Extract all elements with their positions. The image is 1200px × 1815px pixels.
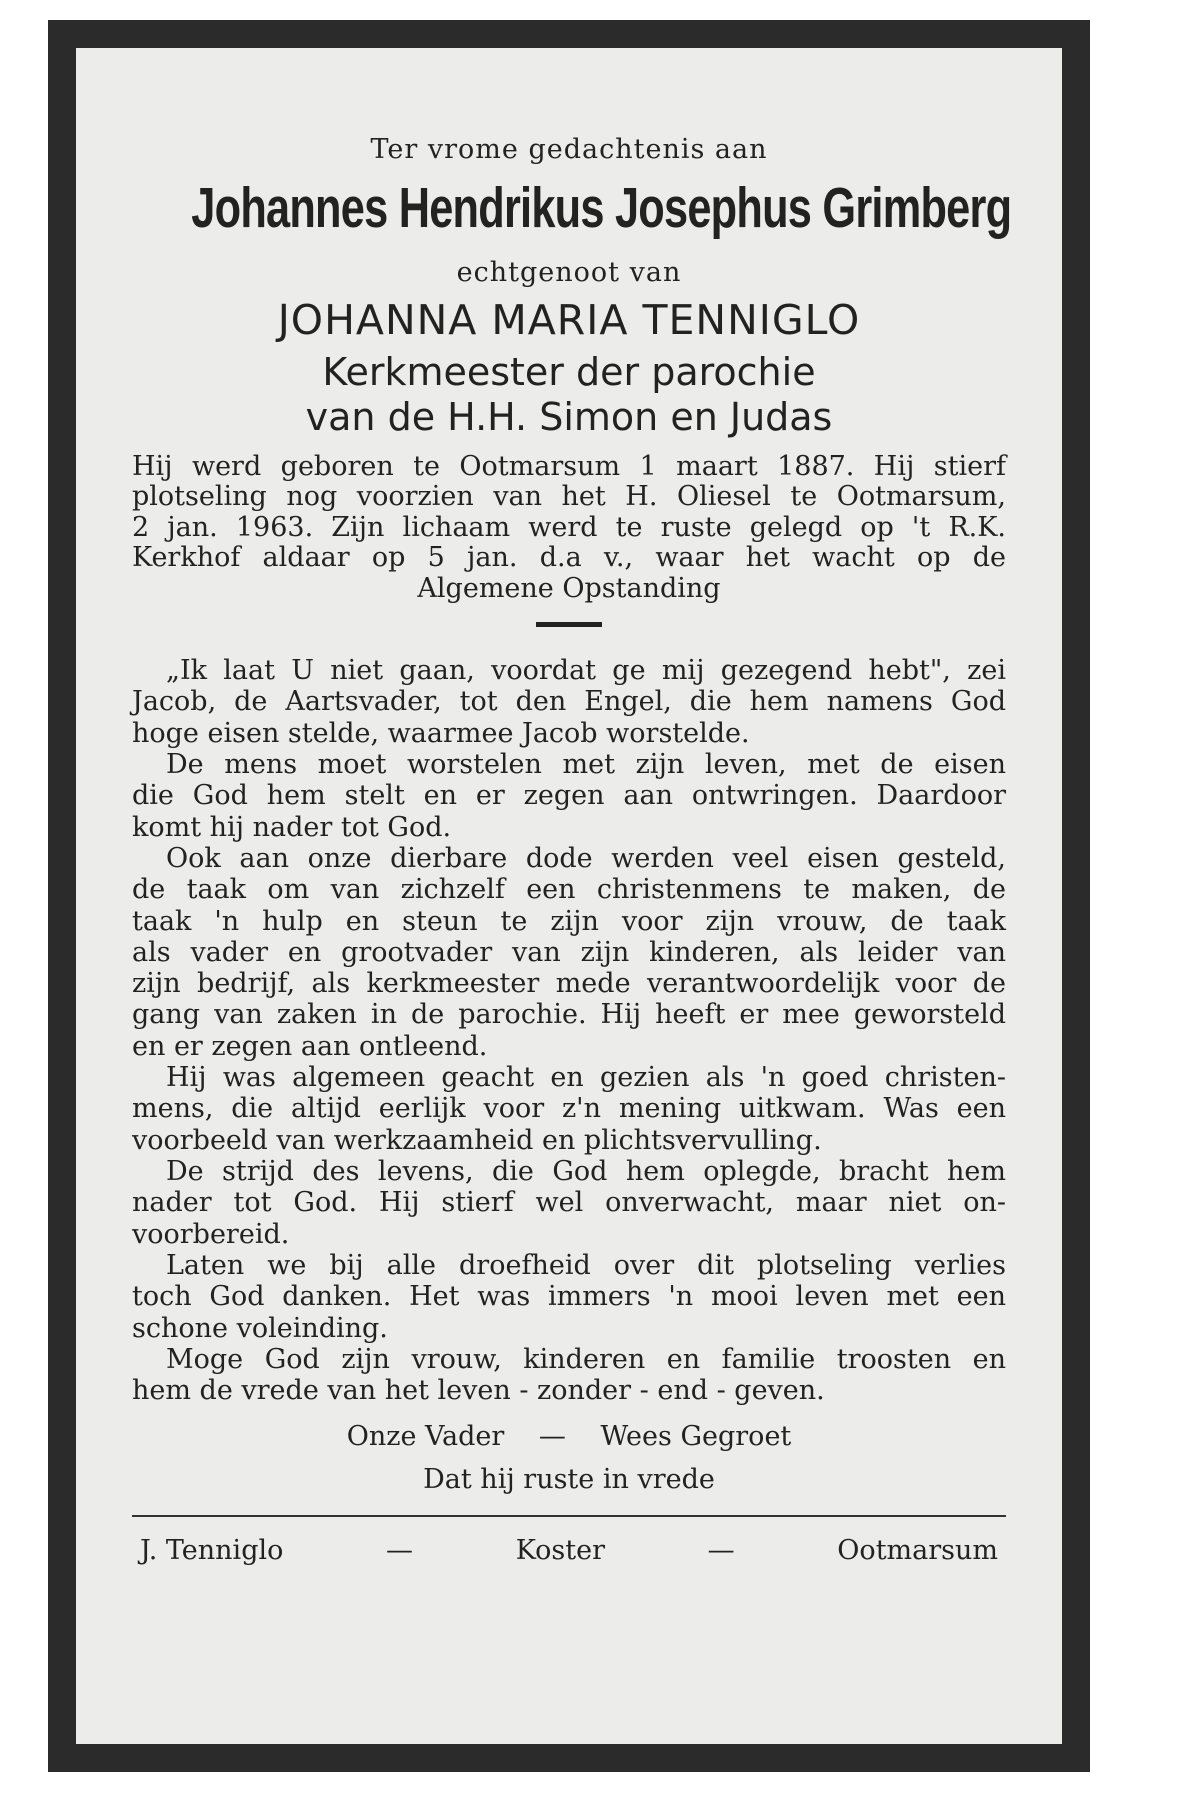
- eulogy-text: [132, 655, 1006, 1407]
- bio-line: 2 jan. 1963. Zijn lichaam werd te ruste gelegd op 't R.K.: [132, 511, 1006, 543]
- text-line: als vader en grootvader van zijn kinderen, als leider van: [132, 936, 1006, 968]
- text-line: voorbeeld van werkzaamheid en plichtsvervulling.: [132, 1124, 822, 1156]
- role-line-2: van de H.H. Simon en Judas: [305, 394, 833, 439]
- bio-line: plotseling nog voorzien van het H. Oliesel te Ootmarsum,: [132, 481, 1006, 512]
- paragraph: [132, 655, 1006, 749]
- bio-line: Hij werd geboren te Ootmarsum 1 maart 1887. Hij stierf: [132, 450, 1006, 482]
- printer-name: J. Tenniglo: [140, 1534, 284, 1566]
- memorial-card: [48, 20, 1090, 1772]
- closing-line: Dat hij ruste in vrede: [423, 1463, 715, 1495]
- prayers: [132, 1415, 1006, 1501]
- text-line: nader tot God. Hij stierf wel onverwacht, maar niet on-: [132, 1187, 1006, 1219]
- text-line: Ook aan onze dierbare dode werden veel eisen gesteld,: [166, 842, 1006, 874]
- prayer-line: [132, 1415, 1006, 1458]
- text-line: schone voleinding.: [132, 1312, 388, 1344]
- paragraph: [132, 1250, 1006, 1344]
- text-line: en er zegen aan ontleend.: [132, 1030, 488, 1062]
- prayer-our-father: Onze Vader: [346, 1420, 505, 1452]
- text-line: De strijd des levens, die God hem oplegde, bracht hem: [166, 1156, 1006, 1187]
- paragraph: [132, 1156, 1006, 1250]
- text-line: Laten we bij alle droefheid over dit plotseling verlies: [166, 1249, 1006, 1281]
- printer-place: Ootmarsum: [837, 1534, 998, 1566]
- card-inner: [76, 48, 1062, 1744]
- text-line: gang van zaken in de parochie. Hij heeft er mee geworsteld: [132, 999, 1006, 1031]
- card-content: [132, 134, 1012, 1566]
- short-divider: [536, 622, 602, 627]
- bio-line: Algemene Opstanding: [417, 572, 721, 604]
- role-title: [132, 350, 1006, 440]
- printer-trade: Koster: [515, 1534, 605, 1566]
- intro-text: Ter vrome gedachtenis aan: [370, 134, 768, 165]
- bio-line: Kerkhof aldaar op 5 jan. d.a v., waar het wacht op de: [132, 542, 1006, 573]
- text-line: mens, die altijd eerlijk voor z'n mening uitkwam. Was een: [132, 1093, 1006, 1125]
- text-line: De mens moet worstelen met zijn leven, met de eisen: [166, 748, 1006, 780]
- spouse-intro: echtgenoot van: [456, 256, 682, 288]
- role-line-1: Kerkmeester der parochie: [322, 349, 816, 394]
- text-line: Jacob, de Aartsvader, tot den Engel, die hem namens God: [132, 686, 1006, 718]
- prayer-hail-mary: Wees Gegroet: [600, 1420, 792, 1452]
- footer-dash: —: [707, 1534, 735, 1566]
- paragraph: [132, 1062, 1006, 1156]
- biography: [132, 452, 1006, 605]
- paragraph: [132, 843, 1006, 1062]
- text-line: hem de vrede van het leven - zonder - end - geven.: [132, 1375, 825, 1407]
- text-line: hoge eisen stelde, waarmee Jacob worstelde.: [132, 717, 750, 749]
- spouse-name: JOHANNA MARIA TENNIGLO: [277, 295, 861, 344]
- text-line: zijn bedrijf, als kerkmeester mede verantwoordelijk voor de: [132, 968, 1006, 1000]
- text-line: toch God danken. Het was immers 'n mooi leven met een: [132, 1281, 1006, 1313]
- text-line: Hij was algemeen geacht en gezien als 'n goed christen-: [166, 1062, 1006, 1094]
- footer-dash: —: [386, 1534, 414, 1566]
- paragraph: [132, 749, 1006, 843]
- text-line: Moge God zijn vrouw, kinderen en familie troosten en: [166, 1343, 1006, 1375]
- text-line: de taak om van zichzelf een christenmens te maken, de: [132, 874, 1006, 906]
- text-line: die God hem stelt en er zegen aan ontwringen. Daardoor: [132, 780, 1006, 812]
- paragraph: [132, 1344, 1006, 1407]
- text-line: komt hij nader tot God.: [132, 811, 452, 843]
- prayer-dash: —: [538, 1420, 566, 1452]
- text-line: „Ik laat U niet gaan, voordat ge mij gezegend hebt", zei: [166, 655, 1006, 686]
- long-divider: [132, 1515, 1006, 1517]
- deceased-name: Johannes Hendrikus Josephus Grimberg: [191, 176, 1012, 240]
- text-line: taak 'n hulp en steun te zijn voor zijn vrouw, de taak: [132, 905, 1006, 937]
- printer-footer: [132, 1535, 1006, 1566]
- text-line: voorbereid.: [132, 1218, 290, 1250]
